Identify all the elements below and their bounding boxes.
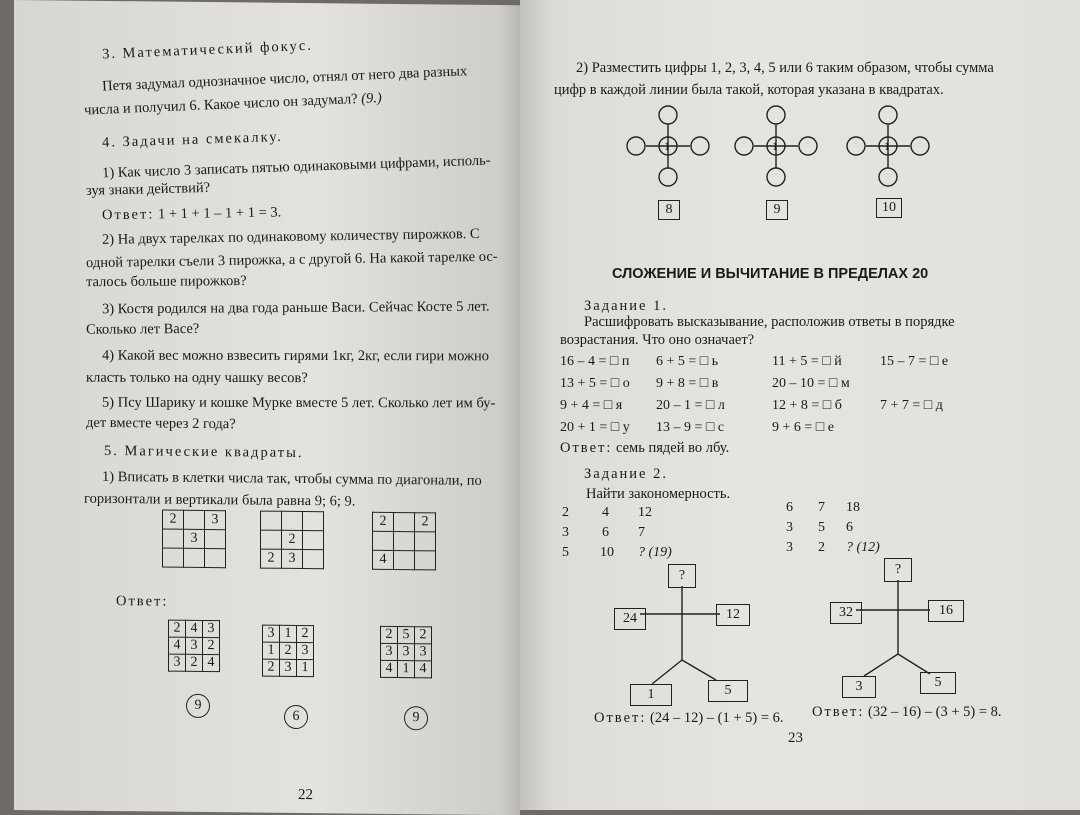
s4-q2-line2: одной тарелки съели 3 пирожка, а с другой 6. На какой тарелке ос-	[85, 248, 498, 272]
magic-square-answer-cell: 3	[263, 625, 280, 642]
z1-r0c2: 11 + 5 = □ й	[772, 354, 842, 369]
s3-answer: (9.)	[360, 90, 383, 107]
magic-square-answer-cell: 3	[297, 642, 314, 659]
cross1-right-circle	[691, 137, 709, 155]
magic-square-cell	[261, 511, 282, 530]
s4-q3-line2: Сколько лет Васе?	[85, 320, 200, 338]
z1-r2c0: 9 + 4 = □ я	[560, 398, 623, 413]
s4-q5-line1: 5) Псу Шарику и кошке Мурке вместе 5 лет. Сколько лет им бу-	[101, 394, 496, 412]
s5-heading: 5. Магические квадраты.	[104, 442, 304, 462]
s3-heading: 3. Математический фокус.	[101, 37, 314, 63]
magic-square-answer-cell: 1	[297, 659, 314, 676]
z2-answer-1: Ответ: (24 – 12) – (1 + 5) = 6.	[594, 710, 784, 726]
page-number-left: 22	[298, 786, 313, 804]
right-page	[520, 0, 1080, 810]
z2-r-r1c0: 3	[786, 520, 793, 535]
tree2-right-box: 16	[928, 600, 964, 622]
s4-q4-line1: 4) Какой вес можно взвесить гирями 1кг, 2кг, если гири можно	[101, 347, 490, 365]
cross-diagrams	[520, 0, 1080, 230]
magic-square-answer-3	[380, 626, 432, 679]
magic-square-answer-cell: 4	[415, 661, 432, 678]
s4-q2-line3: талось больше пирожков?	[85, 273, 247, 291]
answer-sum-3: 9	[404, 706, 428, 730]
magic-square-cell	[303, 531, 324, 550]
magic-square-answer-cell: 1	[398, 661, 415, 678]
s4-q3-line1: 3) Костя родился на два года раньше Васи. Сейчас Косте 5 лет.	[101, 298, 490, 318]
cross1-top-circle	[659, 106, 677, 124]
answer-label: Ответ:	[116, 593, 169, 610]
magic-square-answer-cell: 4	[169, 637, 186, 654]
magic-square-cell	[261, 530, 282, 549]
cross3-center-label: 1	[884, 139, 890, 153]
magic-square-cell: 2	[261, 549, 282, 568]
z1-r3c0: 20 + 1 = □ у	[560, 420, 630, 435]
cross1-left-circle	[627, 137, 645, 155]
magic-square-task-2	[260, 511, 324, 570]
magic-square-cell	[163, 529, 184, 548]
z2-l-r2c2: ? (19)	[638, 545, 672, 560]
cross1-sum-box: 8	[658, 200, 680, 220]
z2-l-r0c1: 4	[602, 505, 609, 520]
magic-square-answer-cell: 3	[415, 644, 432, 661]
magic-square-answer-cell: 5	[398, 627, 415, 644]
magic-square-answer-cell: 3	[186, 637, 203, 654]
magic-square-answer-cell: 1	[280, 625, 297, 642]
s4-q2-line1: 2) На двух тарелках по одинаковому количеству пирожков. С	[101, 225, 480, 248]
s5-q1-line2: горизонтали и вертикали была равна 9; 6; 9.	[84, 490, 356, 510]
magic-square-answer-cell: 3	[169, 654, 186, 671]
magic-square-answer-cell: 2	[186, 654, 203, 671]
z1-r0c0: 16 – 4 = □ п	[560, 354, 630, 369]
magic-square-answer-cell: 4	[381, 660, 398, 677]
z2-heading: Задание 2.	[584, 466, 668, 482]
magic-square-answer-cell: 4	[186, 620, 203, 637]
z2-r-r2c0: 3	[786, 540, 793, 555]
z1-r1c1: 9 + 8 = □ в	[656, 376, 719, 391]
cross1-bottom-circle	[659, 168, 677, 186]
magic-square-cell	[415, 551, 436, 570]
magic-square-answer-cell: 2	[169, 620, 186, 637]
z2-l-r2c1: 10	[600, 545, 614, 560]
z2-l-r1c2: 7	[638, 525, 645, 540]
s3-line2: числа и получил 6. Какое число он задумал? (9.)	[83, 90, 383, 119]
magic-square-cell: 4	[373, 550, 394, 569]
z1-r0c1: 6 + 5 = □ ь	[656, 354, 719, 369]
magic-square-cell	[394, 550, 415, 569]
magic-square-answer-cell: 3	[203, 620, 220, 637]
magic-square-answer-cell: 2	[203, 637, 220, 654]
z2-answer-2: Ответ: (32 – 16) – (3 + 5) = 8.	[812, 704, 1002, 720]
task2-line2: цифр в каждой линии была такой, которая указана в квадратах.	[554, 82, 944, 98]
s5-q1-line1: 1) Вписать в клетки числа так, чтобы сумма по диагонали, по	[102, 468, 482, 489]
z1-r2c2: 12 + 8 = □ б	[772, 398, 842, 413]
task2-line1: 2) Разместить цифры 1, 2, 3, 4, 5 или 6 таким образом, чтобы сумма	[576, 60, 994, 76]
magic-square-cell: 3	[282, 549, 303, 568]
z2-l-r0c0: 2	[562, 505, 569, 520]
tree2-left-box: 32	[830, 602, 862, 624]
tree1-bottom-left-box: 1	[630, 684, 672, 706]
z1-answer: Ответ: семь пядей во лбу.	[560, 440, 730, 456]
tree1-right-box: 12	[716, 604, 750, 626]
z2-l-r1c0: 3	[562, 525, 569, 540]
z2-r-r1c2: 6	[846, 520, 853, 535]
z1-r2c1: 20 – 1 = □ л	[656, 398, 725, 413]
magic-square-cell: 2	[415, 513, 436, 532]
magic-square-answer-cell: 3	[280, 659, 297, 676]
magic-square-cell: 3	[184, 529, 205, 548]
z2-l-r2c0: 5	[562, 545, 569, 560]
magic-square-answer-cell: 4	[203, 654, 220, 671]
s4-q1-line2: зуя знаки действий?	[85, 179, 211, 199]
magic-square-cell	[394, 531, 415, 550]
s4-q1-line1: 1) Как число 3 записать пятью одинаковыми цифрами, исполь-	[101, 152, 491, 182]
tree1-top-box: ?	[668, 564, 696, 588]
z2-line1: Найти закономерность.	[586, 486, 731, 502]
magic-square-cell: 2	[163, 510, 184, 529]
magic-square-cell	[303, 512, 324, 531]
z1-line1: Расшифровать высказывание, расположив ответы в порядке	[584, 314, 955, 330]
magic-square-answer-1	[168, 620, 220, 673]
magic-square-cell: 2	[282, 530, 303, 549]
s4-heading: 4. Задачи на смекалку.	[101, 128, 284, 151]
cross3-sum-box: 10	[876, 198, 902, 218]
magic-square-cell	[184, 510, 205, 529]
z1-r1c2: 20 – 10 = □ м	[772, 376, 850, 391]
z1-r3c2: 9 + 6 = □ е	[772, 420, 834, 435]
magic-square-cell	[205, 529, 226, 548]
tree2-top-box: ?	[884, 558, 912, 582]
s4-q5-line2: дет вместе через 2 года?	[86, 414, 236, 433]
magic-square-answer-cell: 2	[415, 627, 432, 644]
magic-square-cell	[205, 548, 226, 567]
z2-r-r2c1: 2	[818, 540, 825, 555]
tree1-left-box: 24	[614, 608, 646, 630]
magic-square-answer-cell: 3	[381, 643, 398, 660]
answer-sum-2: 6	[284, 705, 308, 729]
z2-r-r0c2: 18	[846, 500, 860, 515]
magic-square-cell: 3	[205, 510, 226, 529]
left-page	[14, 0, 520, 815]
magic-square-cell: 2	[373, 512, 394, 531]
z1-heading: Задание 1.	[584, 298, 668, 314]
z1-r1c0: 13 + 5 = □ о	[560, 376, 630, 391]
magic-square-cell	[415, 532, 436, 551]
magic-square-answer-cell: 2	[280, 642, 297, 659]
z2-r-r0c1: 7	[818, 500, 825, 515]
magic-square-answer-cell: 1	[263, 642, 280, 659]
magic-square-answer-cell: 2	[263, 659, 280, 676]
section-title: СЛОЖЕНИЕ И ВЫЧИТАНИЕ В ПРЕДЕЛАХ 20	[612, 266, 929, 282]
magic-square-answer-2	[262, 625, 314, 678]
magic-square-task-3	[372, 512, 436, 571]
page-number-right: 23	[788, 730, 803, 746]
z1-r0c3: 15 – 7 = □ е	[880, 354, 949, 369]
tree2-bottom-left-box: 3	[842, 676, 876, 698]
z1-line2: возрастания. Что оно означает?	[560, 332, 755, 348]
magic-square-cell	[394, 512, 415, 531]
tree1-bottom-right-box: 5	[708, 680, 748, 702]
z1-r2c3: 7 + 7 = □ д	[880, 398, 943, 413]
magic-square-cell	[184, 548, 205, 567]
s4-q1-answer: Ответ: 1 + 1 + 1 – 1 + 1 = 3.	[101, 204, 282, 224]
magic-square-cell	[373, 531, 394, 550]
z2-r-r2c2: ? (12)	[846, 540, 880, 555]
z1-r3c1: 13 – 9 = □ с	[656, 420, 725, 435]
tree2-bottom-right-box: 5	[920, 672, 956, 694]
magic-square-cell	[282, 511, 303, 530]
s3-line1: Петя задумал однозначное число, отнял от него два разных	[101, 63, 468, 95]
magic-square-answer-cell: 2	[297, 625, 314, 642]
magic-square-task-1	[162, 510, 226, 569]
cross2-sum-box: 9	[766, 200, 788, 220]
magic-square-answer-cell: 2	[381, 626, 398, 643]
z2-l-r1c1: 6	[602, 525, 609, 540]
magic-square-answer-cell: 3	[398, 644, 415, 661]
answer-sum-1: 9	[186, 694, 210, 718]
cross2-center-label: 1	[772, 139, 778, 153]
magic-square-cell	[303, 550, 324, 569]
z2-r-r0c0: 6	[786, 500, 793, 515]
s4-q4-line2: класть только на одну чашку весов?	[85, 369, 308, 387]
cross1-center-label: 1	[664, 139, 670, 153]
magic-square-cell	[163, 548, 184, 567]
z2-r-r1c1: 5	[818, 520, 825, 535]
z2-l-r0c2: 12	[638, 505, 652, 520]
